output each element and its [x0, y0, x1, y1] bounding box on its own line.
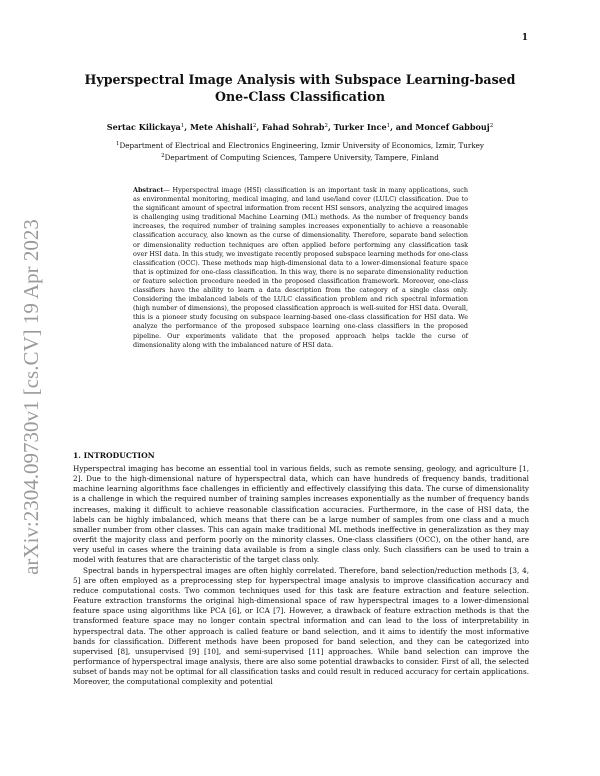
author-list — [70, 121, 530, 133]
author-separator: , — [256, 122, 260, 132]
abstract-text: — Hyperspectral image (HSI) classification is an important task in many applications, such as environmental monitoring, medical imaging, and land use/land cover (LULC) classification. Due to the significant amount of spectral information from recent HSI sensors, analyzing the acquired images is challenging using traditional Machine Learning (ML) methods. As the number of frequency bands increases, the required number of training samples increases exponentially to achieve a reasonable classification accuracy, also known as the curse of dimensionality. Therefore, separate band selection or dimensionality reduction techniques are often applied before performing any classification task over HSI data. In this study, we investigate recently proposed subspace learning methods for one-class classification (OCC). These methods map high-dimensional data to a lower-dimensional feature space that is optimized for one-class classification. In this way, there is no separate dimensionality reduction or feature selection procedure needed in the proposed classification framework. Moreover, one-class classifiers have the ability to learn a data description from the category of a single class only. Considering the imbalanced labels of the LULC classification problem and rich spectral information (high number of dimensions), the proposed classification approach is well-suited for HSI data. Overall, this is a pioneer study focusing on subspace learning-based one-class classification for HSI data. We analyze the performance of the proposed subspace learning one-class classifiers in the proposed pipeline. Our experiments validate that the proposed approach helps tackle the curse of dimensionality along with the imbalanced nature of HSI data. — [133, 186, 468, 349]
arxiv-identifier: arXiv:2304.09730v1 [cs.CV] 19 Apr 2023 — [19, 219, 43, 575]
paper-title — [70, 71, 530, 105]
author-affiliation-mark: 1 — [386, 123, 391, 129]
abstract-label: Abstract — [133, 186, 164, 194]
author-separator: , — [184, 122, 188, 132]
author: Mete Ahishali — [189, 122, 253, 132]
author-separator: , — [327, 122, 331, 132]
title-line-1: Hyperspectral Image Analysis with Subspace Learning-based — [84, 72, 516, 87]
paragraph: Spectral bands in hyperspectral images are often highly correlated. Therefore, band selection/reduction methods [3, 4, 5] are often employed as a preprocessing step for hyperspectral image analysis to improve classification accuracy and reduce computational costs. Two common techniques used for this task are feature extraction and feature selection. Feature extraction transforms the original high-dimensional space of raw hyperspectral images to a lower-dimensional feature space using algorithms like PCA [6], or ICA [7]. However, a drawback of feature extraction methods is that the transformed feature space may no longer contain spectral information and can lead to the loss of interpretability in hyperspectral data. The other approach is called feature or band selection, and it aims to identify the most informative bands for classification. Different methods have been proposed for band selection, and they can be categorized into supervised [8], unsupervised [9] [10], and semi-supervised [11] approaches. While band selection can improve the performance of hyperspectral image analysis, there are also some potential drawbacks to consider. First of all, the selected subset of bands may not be optimal for all classification tasks and could result in reduced accuracy for certain applications. Moreover, the computational complexity and potential — [73, 565, 529, 687]
arxiv-side-label — [10, 192, 50, 602]
section-body — [73, 464, 529, 687]
author: Fahad Sohrab — [261, 122, 325, 132]
author-affiliation-mark: 2 — [489, 123, 494, 129]
affiliation-number: 1 — [116, 141, 120, 147]
page-number: 1 — [521, 33, 528, 43]
author-affiliation-mark: 1 — [180, 123, 185, 129]
affiliation-text: Department of Electrical and Electronics Engineering, Izmir University of Economics, Izmir, Turkey — [119, 141, 484, 150]
section-heading: 1. INTRODUCTION — [73, 451, 155, 460]
affiliation-text: Department of Computing Sciences, Tampere University, Tampere, Finland — [164, 153, 439, 162]
author-affiliation-mark: 2 — [252, 123, 257, 129]
affiliation-2 — [70, 151, 530, 163]
paragraph: Hyperspectral imaging has become an essential tool in various fields, such as remote sensing, geology, and agriculture [1, 2]. Due to the high-dimensional nature of hyperspectral data, which can have hundreds of frequency bands, traditional machine learning algorithms face challenges in efficiently and effectively classifying this data. The curse of dimensionality is a challenge in which the required number of training samples increases exponentially as the number of frequency bands increases, making it difficult to achieve reasonable classification accuracies. Furthermore, in the case of HSI data, the labels can be highly imbalanced, which means that there can be a large number of samples from one class and a much smaller number from other classes. This can again make traditional ML methods ineffective in generalization as they may overfit the majority class and perform poorly on the minority classes. One-class classifiers (OCC), on the other hand, are very useful in cases where the training data available is from a single class only. Such classifiers can be used to train a model with features that are characteristic of the target class only. — [73, 464, 529, 565]
author: Turker Ince — [333, 122, 387, 132]
author-separator: , and — [390, 122, 413, 132]
affiliation-1 — [70, 139, 530, 151]
title-line-2: One-Class Classification — [215, 89, 385, 104]
author: Sertac Kilickaya — [106, 122, 181, 132]
author-affiliation-mark: 2 — [324, 123, 328, 129]
abstract — [133, 186, 468, 350]
affiliation-number: 2 — [161, 153, 165, 159]
author: Moncef Gabbouj — [415, 122, 490, 132]
